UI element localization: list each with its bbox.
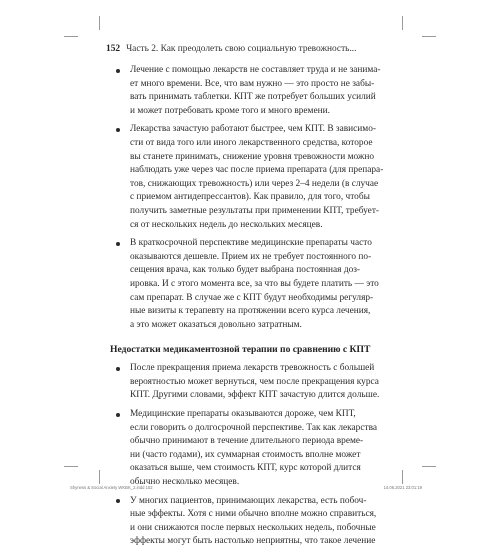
bullet-item <box>116 123 393 232</box>
crop-mark <box>402 16 403 30</box>
text-line: получить заметные результаты при применении КПТ, требует- <box>130 205 380 216</box>
bullet-list-advantages <box>116 64 393 332</box>
crop-mark <box>64 466 78 467</box>
text-line: ные эффекты. Хотя с ними обычно вполне можно справиться, <box>130 509 377 520</box>
print-slug <box>70 485 432 490</box>
slug-date: 14.06.2021 23:01:19 <box>383 485 422 490</box>
text-line: КПТ. Другими словами, эффект КПТ зачастую длится дольше. <box>130 390 380 401</box>
bullet-item <box>116 408 393 490</box>
bullet-list-disadvantages <box>116 362 393 549</box>
text-line: если говорить о долгосрочной перспективе. Так как лекарства <box>130 422 378 433</box>
text-line: Лекарства зачастую работают быстрее, чем КПТ. В зависимо- <box>130 124 376 135</box>
bullet-item <box>116 237 393 332</box>
text-line: и они снижаются после первых нескольких недель, побочные <box>130 522 376 533</box>
crop-mark <box>422 36 436 37</box>
bullet-dot-icon <box>116 69 120 73</box>
running-header <box>106 44 406 54</box>
crop-mark <box>402 470 403 484</box>
section-heading: Недостатки медикаментозной терапии по сравнению с КПТ <box>110 344 371 356</box>
slug-filename: Shyness & Social Anxiety WKBK_2.indd 152 <box>70 485 153 490</box>
text-line: сам препарат. В случае же с КПТ будут необходимы регуляр- <box>130 292 374 303</box>
bullet-dot-icon <box>116 242 120 246</box>
text-line: ся от нескольких недель до нескольких месяцев. <box>130 219 323 230</box>
text-line: В краткосрочной перспективе медицинские препараты часто <box>130 238 372 249</box>
bullet-dot-icon <box>116 367 120 371</box>
text-line: вероятностью может вернуться, чем после прекращения курса <box>130 376 379 387</box>
text-line: После прекращения приема лекарств тревожность с большей <box>130 363 375 374</box>
text-line: Медицинские препараты оказываются дороже, чем КПТ, <box>130 409 356 420</box>
text-line: тов, снижающих тревожность) или через 2–4 недели (в случае <box>130 178 379 189</box>
text-line: вать принимать таблетки. КПТ же потребует больших усилий <box>130 92 376 103</box>
page-number: 152 <box>106 44 121 54</box>
bullet-item <box>116 362 393 403</box>
text-line: эффекты могут быть настолько неприятны, что такое лечение <box>130 536 376 547</box>
text-line: наблюдать уже через час после приема препарата (для препара- <box>130 165 384 176</box>
bullet-dot-icon <box>116 413 120 417</box>
crop-mark <box>64 36 78 37</box>
text-line: а это может оказаться довольно затратным. <box>130 319 302 330</box>
running-title: Часть 2. Как преодолеть свою социальную тревожность... <box>126 44 357 54</box>
bullet-item <box>116 64 393 118</box>
bullet-item <box>116 495 393 549</box>
crop-mark <box>99 470 100 484</box>
text-line: вы станете принимать, снижение уровня тревожности можно <box>130 151 375 162</box>
text-line: оказаться выше, чем стоимость КПТ, курс которой длится <box>130 463 361 474</box>
text-line: и может потребовать кроме того и много времени. <box>130 105 330 116</box>
text-line: У многих пациентов, принимающих лекарства, есть побоч- <box>130 495 367 506</box>
bullet-dot-icon <box>116 499 120 503</box>
crop-mark <box>422 466 436 467</box>
text-line: Лечение с помощью лекарств не составляет труда и не занима- <box>130 65 381 75</box>
text-line: оказываются дешевле. Прием их не требует постоянного по- <box>130 251 372 262</box>
text-line: с приемом антидепрессантов). Как правило, для того, чтобы <box>130 192 370 203</box>
text-line: ные визиты к терапевту на протяжении всего курса лечения, <box>130 306 371 317</box>
crop-mark <box>99 16 100 30</box>
text-line: ни (часто годами), их суммарная стоимость вполне может <box>130 449 361 460</box>
text-line: обычно несколько месяцев. <box>130 477 240 488</box>
text-line: обычно принимают в течение длительного периода време- <box>130 436 364 447</box>
text-line: ировка. И с этого момента все, за что вы будете платить — это <box>130 278 379 289</box>
text-line: сти от вида того или иного лекарственного средства, которое <box>130 137 373 148</box>
bullet-dot-icon <box>116 128 120 132</box>
text-line: сещения врача, как только будет выбрана постоянная доз- <box>130 265 361 276</box>
text-line: ет много времени. Все, что вам нужно — это просто не забы- <box>130 78 375 89</box>
